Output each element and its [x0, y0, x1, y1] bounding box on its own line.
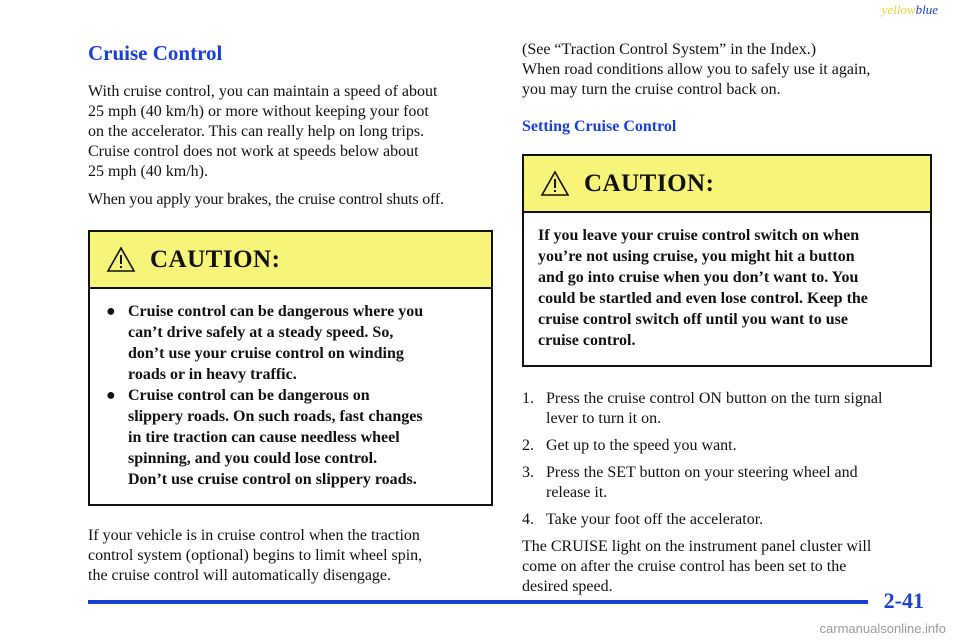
- see-line: you may turn the cruise control back on.: [522, 81, 781, 98]
- intro-line: 25 mph (40 km/h) or more without keeping your foot: [88, 103, 429, 120]
- step-line: lever to turn it on.: [546, 410, 662, 427]
- steps-list: [522, 389, 932, 530]
- traction-line: control system (optional) begins to limit wheel spin,: [88, 547, 423, 564]
- intro-paragraph: [88, 82, 493, 182]
- footer-rule: [88, 600, 868, 604]
- step-number: 1.: [522, 390, 534, 407]
- subsection-title: Setting Cruise Control: [522, 118, 677, 135]
- warning-triangle-icon: [106, 246, 136, 273]
- cruise-light-paragraph: [522, 537, 932, 597]
- caution-line: Cruise control can be dangerous where you: [128, 303, 424, 320]
- caution-body: [90, 289, 491, 504]
- step-item: [522, 436, 932, 456]
- caution-line: roads or in heavy traffic.: [128, 366, 297, 383]
- caution-line: can’t drive safely at a steady speed. So,: [128, 324, 394, 341]
- final-line: desired speed.: [522, 578, 613, 595]
- caution-box-right: [522, 154, 932, 367]
- right-column: [522, 40, 932, 605]
- see-line: When road conditions allow you to safely use it again,: [522, 61, 871, 78]
- caution-line: could be startled and even lose control. Keep the: [538, 290, 868, 307]
- intro-line: With cruise control, you can maintain a speed of about: [88, 83, 438, 100]
- left-column: [88, 40, 493, 594]
- caution-box-left: [88, 230, 493, 506]
- caution-line: cruise control.: [538, 332, 636, 349]
- intro-line: 25 mph (40 km/h).: [88, 163, 208, 180]
- color-tag-blue: blue: [915, 2, 938, 17]
- warning-triangle-icon: [540, 170, 570, 197]
- caution-body: [524, 213, 930, 365]
- step-number: 4.: [522, 511, 534, 528]
- color-tag: [882, 2, 938, 18]
- brakes-paragraph: When you apply your brakes, the cruise control shuts off.: [88, 191, 444, 208]
- see-line: (See “Traction Control System” in the Index.): [522, 41, 817, 58]
- caution-line: in tire traction can cause needless wheel: [128, 429, 400, 446]
- caution-label: CAUTION:: [150, 245, 281, 273]
- step-number: 3.: [522, 464, 534, 481]
- traction-line: If your vehicle is in cruise control when the traction: [88, 527, 420, 544]
- caution-line: don’t use your cruise control on winding: [128, 345, 404, 362]
- caution-line: cruise control switch off until you want to use: [538, 311, 848, 328]
- step-item: [522, 389, 932, 429]
- page-number: 2-41: [883, 588, 924, 613]
- caution-line: Don’t use cruise control on slippery roads.: [128, 471, 417, 488]
- intro-line: Cruise control does not work at speeds below about: [88, 143, 419, 160]
- traction-paragraph: [88, 526, 493, 586]
- see-index-paragraph: [522, 40, 932, 100]
- final-line: come on after the cruise control has been set to the: [522, 558, 847, 575]
- caution-header: [524, 156, 930, 213]
- caution-bullet-item: [104, 385, 477, 490]
- bullet-icon: ●: [106, 303, 116, 320]
- caution-label: CAUTION:: [584, 169, 715, 197]
- final-line: The CRUISE light on the instrument panel cluster will: [522, 538, 872, 555]
- caution-bullet-item: [104, 301, 477, 385]
- caution-line: you’re not using cruise, you might hit a button: [538, 248, 855, 265]
- color-tag-yellow: yellow: [881, 2, 916, 17]
- bullet-icon: ●: [106, 387, 116, 404]
- step-item: [522, 510, 932, 530]
- caution-line: spinning, and you could lose control.: [128, 450, 378, 467]
- watermark-text: carmanualsonline.info: [819, 621, 946, 636]
- traction-line: the cruise control will automatically disengage.: [88, 567, 392, 584]
- intro-line: on the accelerator. This can really help on long trips.: [88, 123, 425, 140]
- step-line: Take your foot off the accelerator.: [546, 511, 764, 528]
- caution-line: If you leave your cruise control switch on when: [538, 227, 860, 244]
- step-line: Press the SET button on your steering wheel and: [546, 464, 858, 481]
- caution-line: and go into cruise when you don’t want to. You: [538, 269, 859, 286]
- section-title: Cruise Control: [88, 41, 223, 65]
- step-number: 2.: [522, 437, 534, 454]
- step-line: Press the cruise control ON button on the turn signal: [546, 390, 883, 407]
- caution-header: [90, 232, 491, 289]
- caution-line: slippery roads. On such roads, fast changes: [128, 408, 423, 425]
- step-line: Get up to the speed you want.: [546, 437, 737, 454]
- step-line: release it.: [546, 484, 608, 501]
- step-item: [522, 463, 932, 503]
- caution-line: Cruise control can be dangerous on: [128, 387, 370, 404]
